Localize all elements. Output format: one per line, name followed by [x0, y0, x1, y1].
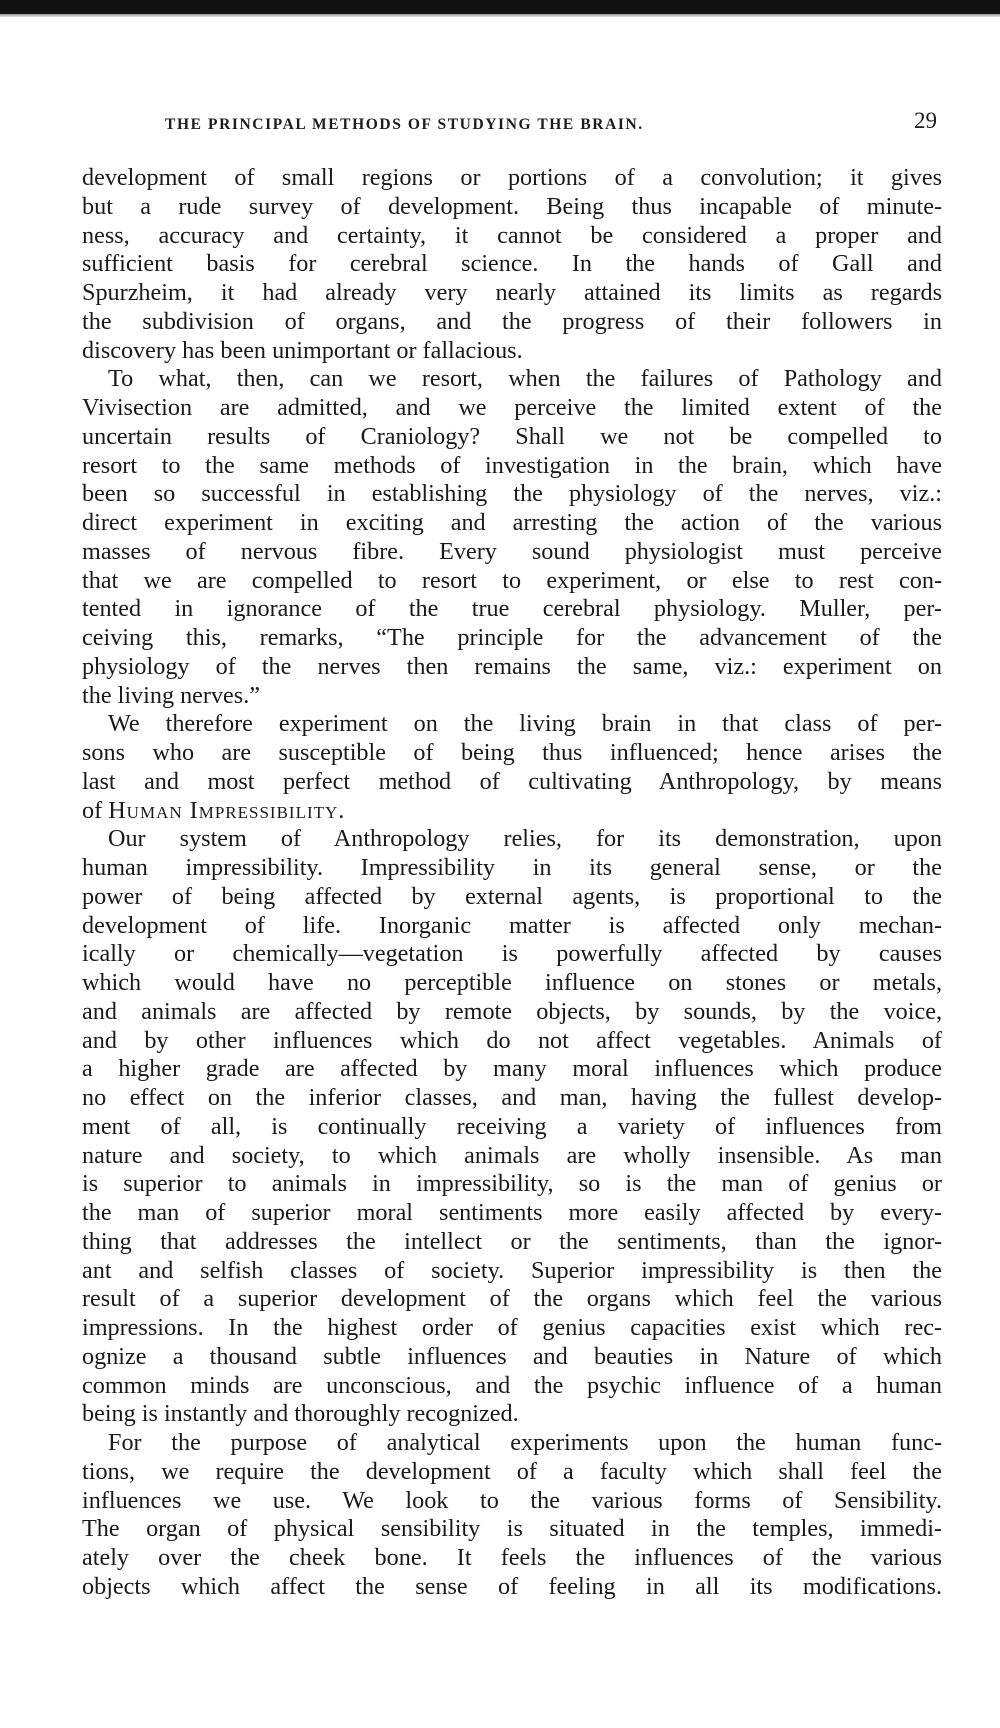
text-line: development of life. Inorganic matter is affected only mechan- [82, 911, 942, 939]
text-line: nature and society, to which animals are wholly insensible. As man [82, 1141, 942, 1169]
text-line: direct experiment in exciting and arresting the action of the various [82, 509, 942, 536]
scan-border-shadow [0, 14, 1000, 17]
text-line: no effect on the inferior classes, and man, having the fullest develop- [82, 1084, 942, 1111]
text-line: ness, accuracy and certainty, it cannot be considered a proper and [82, 221, 942, 249]
text-line: common minds are unconscious, and the psychic influence of a human [82, 1371, 942, 1399]
text-run: of [82, 796, 109, 824]
text-line: ceiving this, remarks, “The principle for the advancement of the [82, 624, 942, 651]
paragraph [82, 365, 942, 710]
text-run: . [338, 796, 345, 824]
paragraph [82, 164, 942, 365]
text-line: and animals are affected by remote objects, by sounds, by the voice, [82, 997, 942, 1025]
text-line: is superior to animals in impressibility, so is the man of genius or [82, 1170, 942, 1198]
body-text [82, 164, 942, 1602]
text-line: ognize a thousand subtle influences and beauties in Nature of which [82, 1342, 942, 1370]
paragraph [82, 825, 942, 1429]
text-line: sons who are susceptible of being thus influenced; hence arises the [82, 739, 942, 766]
text-line: result of a superior development of the organs which feel the various [82, 1285, 942, 1313]
text-line: and by other influences which do not affect vegetables. Animals of [82, 1026, 942, 1054]
text-line: physiology of the nerves then remains the same, viz.: experiment on [82, 652, 942, 680]
text-line: resort to the same methods of investigation in the brain, which have [82, 451, 942, 479]
text-line: Vivisection are admitted, and we perceive the limited extent of the [82, 394, 942, 421]
small-caps-term: Human Impressibility [108, 796, 339, 824]
text-line: the subdivision of organs, and the progress of their followers in [82, 307, 942, 335]
text-line [82, 797, 942, 826]
text-line: impressions. In the highest order of genius capacities exist which rec- [82, 1314, 942, 1341]
text-line: ment of all, is continually receiving a variety of influences from [82, 1112, 942, 1140]
text-line: For the purpose of analytical experiments upon the human func- [108, 1429, 942, 1456]
text-line: Our system of Anthropology relies, for its demonstration, upon [108, 825, 942, 853]
text-line: development of small regions or portions of a convolution; it gives [82, 164, 942, 191]
text-line: the man of superior moral sentiments more easily affected by every- [82, 1199, 942, 1226]
text-line: been so successful in establishing the physiology of the nerves, viz.: [82, 480, 942, 508]
text-line: Spurzheim, it had already very nearly attained its limits as regards [82, 279, 942, 306]
text-line: ately over the cheek bone. It feels the influences of the various [82, 1544, 942, 1571]
text-line: tented in ignorance of the true cerebral physiology. Muller, per- [82, 595, 942, 623]
text-line: masses of nervous fibre. Every sound physiologist must perceive [82, 537, 942, 565]
text-line: power of being affected by external agents, is proportional to the [82, 882, 942, 910]
text-line: ically or chemically—vegetation is powerfully affected by causes [82, 940, 942, 968]
text-line: being is instantly and thoroughly recognized. [82, 1400, 519, 1428]
text-line: thing that addresses the intellect or the sentiments, than the ignor- [82, 1227, 942, 1255]
page-number: 29 [914, 108, 937, 133]
text-line: sufficient basis for cerebral science. In the hands of Gall and [82, 250, 942, 278]
text-line: last and most perfect method of cultivating Anthropology, by means [82, 767, 942, 795]
running-title: THE PRINCIPAL METHODS OF STUDYING THE BRAIN. [165, 116, 644, 133]
text-line: human impressibility. Impressibility in its general sense, or the [82, 854, 942, 881]
text-line: We therefore experiment on the living brain in that class of per- [108, 710, 942, 738]
text-line: the living nerves.” [82, 681, 260, 709]
text-line: The organ of physical sensibility is situated in the temples, immedi- [82, 1515, 942, 1543]
text-line: uncertain results of Craniology? Shall we not be compelled to [82, 422, 942, 450]
text-line: To what, then, can we resort, when the failures of Pathology and [108, 365, 942, 393]
text-line: objects which affect the sense of feeling in all its modifications. [82, 1572, 942, 1600]
running-head [0, 108, 1000, 138]
text-line: discovery has been unimportant or fallacious. [82, 336, 523, 364]
text-line: a higher grade are affected by many moral influences which produce [82, 1055, 942, 1083]
scan-top-border [0, 0, 1000, 14]
text-line: tions, we require the development of a faculty which shall feel the [82, 1457, 942, 1485]
text-line: influences we use. We look to the various forms of Sensibility. [82, 1486, 942, 1514]
text-line: that we are compelled to resort to experiment, or else to rest con- [82, 566, 942, 594]
text-line: but a rude survey of development. Being thus incapable of minute- [82, 192, 942, 220]
paragraph [82, 710, 942, 825]
text-line: which would have no perceptible influence on stones or metals, [82, 969, 942, 996]
text-line: ant and selfish classes of society. Superior impressibility is then the [82, 1256, 942, 1284]
paragraph [82, 1429, 942, 1602]
